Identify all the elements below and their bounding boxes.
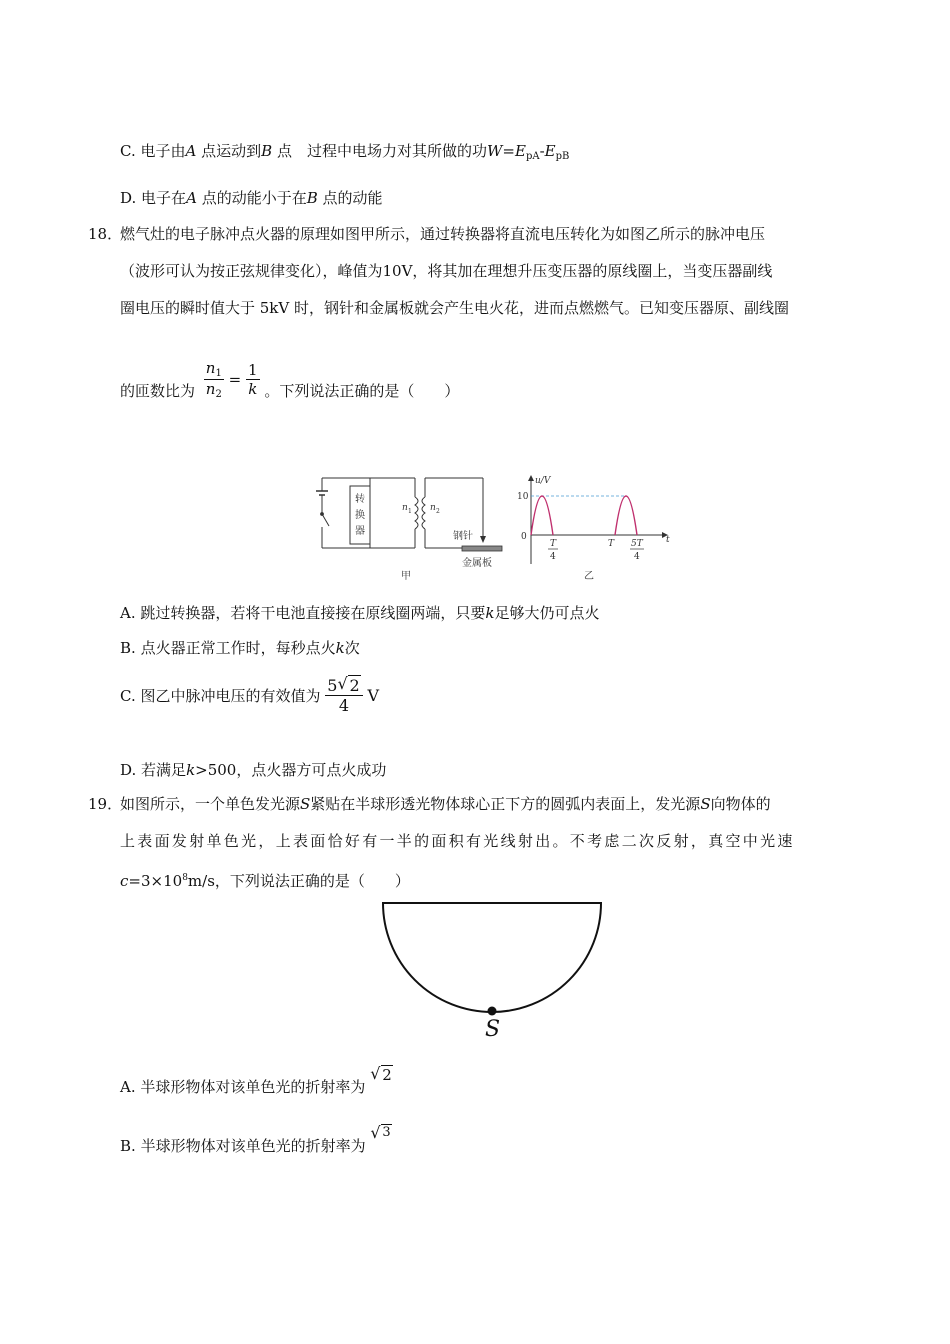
option-text: 跳过转换器，若将干电池直接接在原线圈两端，只要 xyxy=(140,604,486,622)
hemisphere-outline xyxy=(383,903,601,1012)
hemisphere-figure xyxy=(378,898,608,1048)
point-b: B xyxy=(261,142,273,160)
option-label: A. xyxy=(120,604,136,622)
option-text: 点的动能 xyxy=(322,189,383,207)
speed-symbol: c xyxy=(120,872,129,890)
metal-plate xyxy=(462,546,502,551)
minus: - xyxy=(539,142,545,160)
k-symbol: k xyxy=(485,604,495,622)
converter-label: 器 xyxy=(355,526,365,537)
subscript: 2 xyxy=(215,389,222,400)
stem-text: 紧贴在半球形透光物体球心正下方的圆弧内表面上，发光源 xyxy=(310,795,701,813)
turns-ratio-fraction xyxy=(204,359,224,400)
work-symbol: W xyxy=(486,142,503,160)
n2-symbol: n xyxy=(205,380,216,398)
peak-tick-label: 10 xyxy=(517,492,529,502)
q18-option-c xyxy=(120,676,379,715)
equals: = xyxy=(502,142,515,160)
subscript: pA xyxy=(525,151,540,162)
point-b: B xyxy=(306,189,318,207)
option-text: 电子由 xyxy=(140,142,186,160)
q18-stem-line1: 燃气灶的电子脉冲点火器的原理如图甲所示，通过转换器将直流电压转化为如图乙所示的脉冲电压 xyxy=(120,225,766,243)
radicand: 2 xyxy=(382,1066,392,1084)
subscript: pB xyxy=(555,151,570,162)
tick-t: T xyxy=(608,539,615,549)
option-text: 点火器正常工作时，每秒点火 xyxy=(140,639,336,657)
q18-figure xyxy=(310,472,680,588)
stem-text: 的匝数比为 xyxy=(120,382,196,400)
equals: = xyxy=(228,370,242,389)
option-label: C. xyxy=(120,142,136,160)
plate-label: 金属板 xyxy=(462,558,492,569)
n1-subscript: 1 xyxy=(408,508,412,515)
option-label: D. xyxy=(120,189,137,207)
source-symbol: S xyxy=(300,795,311,813)
option-text: 若满足 xyxy=(141,761,187,779)
unit: V xyxy=(367,686,380,705)
energy-symbol: E xyxy=(514,142,526,160)
option-text: 点的动能小于在 xyxy=(201,189,307,207)
k-symbol: k xyxy=(335,639,345,657)
denominator: 4 xyxy=(338,696,350,715)
converter-label: 转 xyxy=(355,494,365,505)
radicand: 2 xyxy=(349,676,360,695)
n2-subscript: 2 xyxy=(436,508,440,515)
tick-t-over-4-den: 4 xyxy=(550,552,556,562)
waveform-graph xyxy=(517,475,670,564)
needle-label: 钢针 xyxy=(453,531,473,542)
point-a: A xyxy=(186,189,197,207)
n2-label: n xyxy=(430,503,436,513)
q17-option-d xyxy=(120,188,383,208)
n1-symbol: n xyxy=(205,359,216,377)
option-text: 次 xyxy=(344,639,360,657)
option-text: 图乙中脉冲电压的有效值为 xyxy=(140,687,321,705)
stem-text: 。下列说法正确的是（ ） xyxy=(264,382,460,400)
numerator: 1 xyxy=(247,361,258,379)
q19-stem-line2: 上表面发射单色光，上表面恰好有一半的面积有光线射出。不考虑二次反射，真空中光速 xyxy=(120,832,795,850)
energy-symbol: E xyxy=(544,142,556,160)
light-source-label: S xyxy=(485,1017,501,1042)
x-axis-label: t xyxy=(666,535,670,545)
option-label: B. xyxy=(120,1137,136,1155)
sqrt: √ 3 xyxy=(370,1123,391,1142)
radicand: 3 xyxy=(382,1125,391,1140)
stem-text: 如图所示，一个单色发光源 xyxy=(120,795,301,813)
option-label: A. xyxy=(120,1078,136,1096)
option-text: 点 过程中电场力对其所做的功 xyxy=(276,142,487,160)
q19-number: 19． xyxy=(88,795,123,813)
tick-t-over-4-num: T xyxy=(550,539,557,549)
q19-stem-line3 xyxy=(120,868,410,891)
sqrt: √ 2 xyxy=(370,1064,392,1084)
caption-yi: 乙 xyxy=(584,571,594,582)
option-text: 半球形物体对该单色光的折射率为 xyxy=(140,1078,366,1096)
q18-stem-line4 xyxy=(120,358,459,401)
option-label: B. xyxy=(120,639,136,657)
option-text: 半球形物体对该单色光的折射率为 xyxy=(140,1137,366,1155)
tick-5t-over-4-num: 5T xyxy=(631,539,643,549)
k-symbol: k xyxy=(186,761,196,779)
coefficient: 5 xyxy=(327,676,338,695)
converter-label: 换 xyxy=(355,510,365,521)
option-text: 电子在 xyxy=(141,189,187,207)
option-text: 足够大仍可点火 xyxy=(494,604,600,622)
source-symbol: S xyxy=(700,795,711,813)
stem-text: 向物体的 xyxy=(710,795,771,813)
q19-option-a xyxy=(120,1066,393,1097)
point-a: A xyxy=(185,142,197,160)
q18-option-b xyxy=(120,638,360,658)
sqrt: √ 2 xyxy=(337,674,360,695)
speed-value: =3×10 xyxy=(128,872,183,890)
effective-value-fraction xyxy=(325,676,362,715)
one-over-k-fraction xyxy=(246,361,260,398)
q17-option-c xyxy=(120,141,569,167)
q18-number: 18． xyxy=(88,225,123,243)
stem-text: m/s，下列说法正确的是（ ） xyxy=(187,872,410,890)
option-label: C. xyxy=(120,686,136,705)
q18-option-a xyxy=(120,603,600,623)
q18-stem-line2: （波形可认为按正弦规律变化），峰值为10V，将其加在理想升压变压器的原线圈上，当变压器副线 xyxy=(120,262,773,280)
q18-option-d xyxy=(120,760,386,780)
option-label: D. xyxy=(120,761,137,779)
caption-jia: 甲 xyxy=(401,571,411,582)
q19-stem-line1 xyxy=(120,794,771,814)
light-source-dot xyxy=(488,1007,497,1016)
q18-stem-line3: 圈电压的瞬时值大于 5kV 时，钢针和金属板就会产生电火花，进而点燃燃气。已知变压器原、副线圈 xyxy=(120,299,790,317)
y-axis-label: u/V xyxy=(535,476,551,486)
pulse-1 xyxy=(531,496,553,535)
denominator: k xyxy=(248,380,258,398)
n1-label: n xyxy=(402,503,408,513)
subscript: 1 xyxy=(215,368,222,379)
pulse-2 xyxy=(615,496,637,535)
origin-label: 0 xyxy=(521,532,527,542)
option-text: 点运动到 xyxy=(201,142,262,160)
option-text: >500，点火器方可点火成功 xyxy=(195,761,387,779)
tick-5t-over-4-den: 4 xyxy=(634,552,640,562)
needle-tip xyxy=(480,536,486,543)
q19-option-b xyxy=(120,1125,392,1156)
exponent: 8 xyxy=(182,873,188,883)
